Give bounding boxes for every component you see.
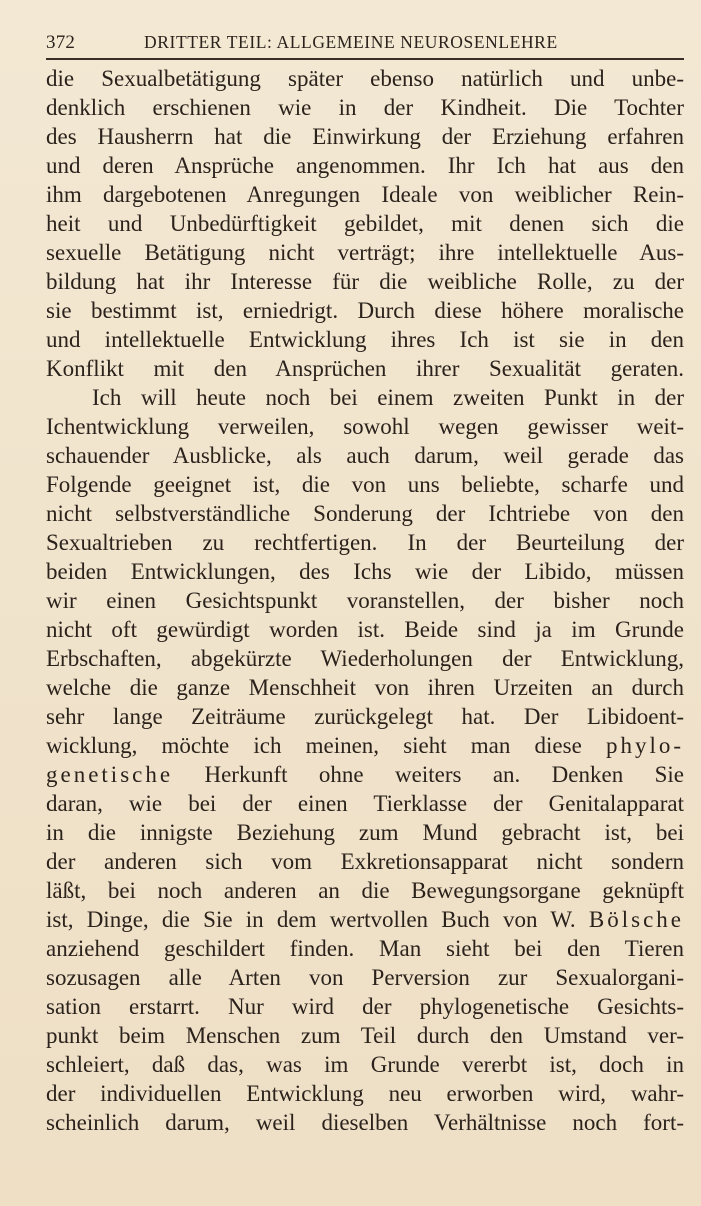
text-line: sehr lange Zeiträume zurückgelegt hat. Der Libidoent- <box>46 704 684 729</box>
text-line: welche die ganze Menschheit von ihren Urzeiten an durch <box>46 675 684 700</box>
spaced-emphasis: phylo- <box>605 733 684 758</box>
text-line: punkt beim Menschen zum Teil durch den Umstand ver- <box>46 1023 684 1048</box>
text-line: schleiert, daß das, was im Grunde vererbt ist, doch in <box>46 1052 684 1077</box>
text-line: wir einen Gesichtspunkt voranstellen, der bisher noch <box>46 588 684 613</box>
page-number: 372 <box>46 32 76 53</box>
text-line: der anderen sich vom Exkretionsapparat nicht sondern <box>46 849 684 874</box>
text-line: Ichentwicklung verweilen, sowohl wegen gewisser weit- <box>46 414 684 439</box>
text-line: läßt, bei noch anderen an die Bewegungsorgane geknüpft <box>46 878 684 903</box>
text-line-with-spacing <box>46 905 684 934</box>
text-line-with-spacing <box>46 731 684 760</box>
text-line: nicht oft gewürdigt worden ist. Beide sind ja im Grunde <box>46 617 684 642</box>
text-line: schauender Ausblicke, als auch darum, weil gerade das <box>46 443 684 468</box>
running-head: DRITTER TEIL: ALLGEMEINE NEUROSENLEHRE <box>144 32 558 52</box>
page-header <box>46 30 684 60</box>
text-line: die Sexualbetätigung später ebenso natürlich und unbe- <box>46 66 684 91</box>
text-line: und deren Ansprüche angenommen. Ihr Ich hat aus den <box>46 153 684 178</box>
text-line: der individuellen Entwicklung neu erworben wird, wahr- <box>46 1081 684 1106</box>
paragraph-start-line: Ich will heute noch bei einem zweiten Punkt in der <box>92 385 684 410</box>
text-line: daran, wie bei der einen Tierklasse der Genitalapparat <box>46 791 684 816</box>
text-line: denklich erschienen wie in der Kindheit. Die Tochter <box>46 95 684 120</box>
text-line: ihm dargebotenen Anregungen Ideale von weiblicher Rein- <box>46 182 684 207</box>
text-line: sie bestimmt ist, erniedrigt. Durch diese höhere moralische <box>46 298 684 323</box>
text-line: in die innigste Beziehung zum Mund gebracht ist, bei <box>46 820 684 845</box>
text-line: sexuelle Betätigung nicht verträgt; ihre intellektuelle Aus- <box>46 240 684 265</box>
text-line: scheinlich darum, weil dieselben Verhältnisse noch fort- <box>46 1110 684 1135</box>
text-line: sation erstarrt. Nur wird der phylogenetische Gesichts- <box>46 994 684 1019</box>
text-line: sozusagen alle Arten von Perversion zur Sexualorgani- <box>46 965 684 990</box>
spaced-emphasis: genetische <box>46 762 174 787</box>
body-text <box>46 64 684 1137</box>
text-line: Folgende geeignet ist, die von uns beliebte, scharfe und <box>46 472 684 497</box>
text-line: Konflikt mit den Ansprüchen ihrer Sexualität geraten. <box>46 356 684 381</box>
text-line: des Hausherrn hat die Einwirkung der Erziehung erfahren <box>46 124 684 149</box>
text-fragment: ist, Dinge, die Sie in dem wertvollen Buch von W. <box>46 907 589 932</box>
text-line: nicht selbstverständliche Sonderung der Ichtriebe von den <box>46 501 684 526</box>
text-line: und intellektuelle Entwicklung ihres Ich ist sie in den <box>46 327 684 352</box>
text-fragment: wicklung, möchte ich meinen, sieht man diese <box>46 733 606 758</box>
text-line: bildung hat ihr Interesse für die weibliche Rolle, zu der <box>46 269 684 294</box>
text-line: Erbschaften, abgekürzte Wiederholungen der Entwicklung, <box>46 646 684 671</box>
spaced-emphasis: Bölsche <box>588 907 684 932</box>
text-line: heit und Unbedürftigkeit gebildet, mit denen sich die <box>46 211 684 236</box>
text-line-with-spacing <box>46 760 684 789</box>
text-line: Sexualtrieben zu rechtfertigen. In der Beurteilung der <box>46 530 684 555</box>
text-fragment: Herkunft ohne weiters an. Denken Sie <box>173 762 684 787</box>
text-line: anziehend geschildert finden. Man sieht bei den Tieren <box>46 936 684 961</box>
text-line: beiden Entwicklungen, des Ichs wie der Libido, müssen <box>46 559 684 584</box>
